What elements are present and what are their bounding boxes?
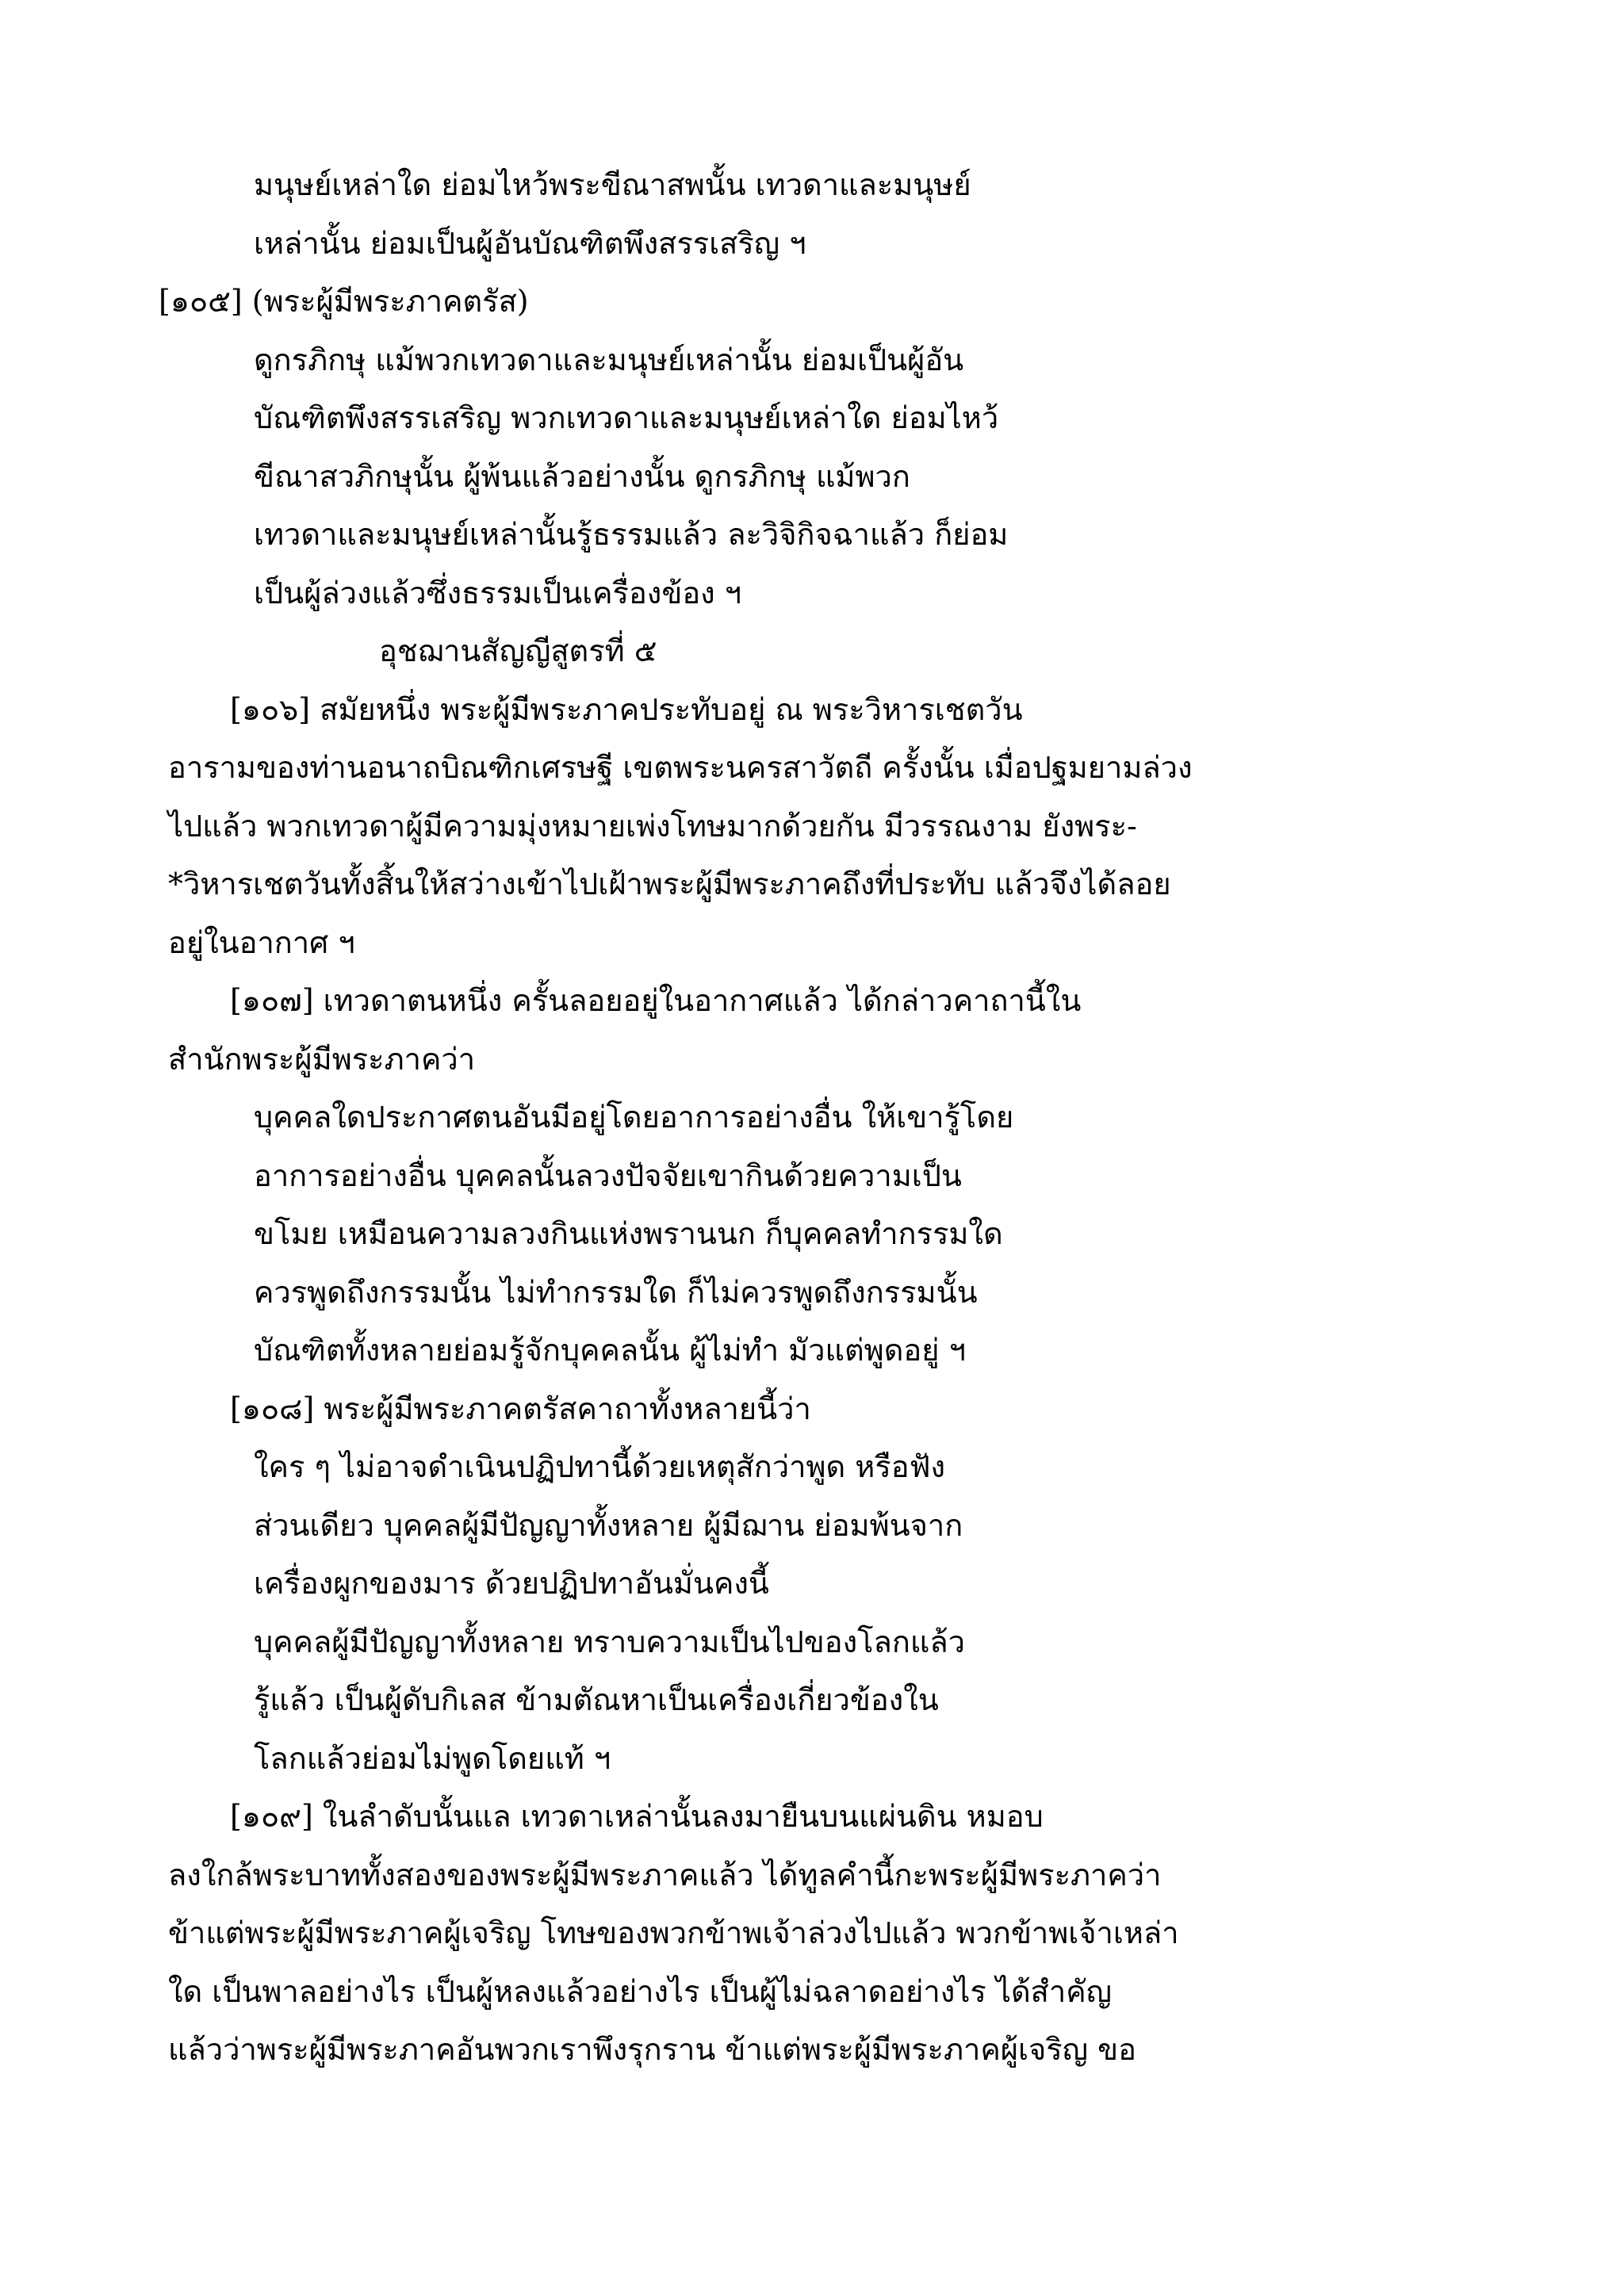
verse-line: บัณฑิตทั้งหลายย่อมรู้จักบุคคลนั้น ผู้ไม่ทำ มัวแต่พูดอยู่ ฯ	[254, 1333, 966, 1368]
verse-line: ส่วนเดียว บุคคลผู้มีปัญญาทั้งหลาย ผู้มีฌาน ย่อมพ้นจาก	[254, 1508, 963, 1543]
verse-line: บัณฑิตพึงสรรเสริญ พวกเทวดาและมนุษย์เหล่าใด ย่อมไหว้	[254, 400, 999, 435]
verse-line: โลกแล้วย่อมไม่พูดโดยแท้ ฯ	[254, 1741, 611, 1776]
verse-line: ขโมย เหมือนความลวงกินแห่งพรานนก ก็บุคคลทำกรรมใด	[254, 1216, 1003, 1251]
paragraph-line: ใด เป็นพาลอย่างไร เป็นผู้หลงแล้วอย่างไร เป็นผู้ไม่ฉลาดอย่างไร ได้สำคัญ	[168, 1974, 1112, 2009]
paragraph-line: ลงใกล้พระบาททั้งสองของพระผู้มีพระภาคแล้ว ได้ทูลคำนี้กะพระผู้มีพระภาคว่า	[168, 1858, 1162, 1892]
paragraph-line: [๑๐๙] ในลำดับนั้นแล เทวดาเหล่านั้นลงมายืนบนแผ่นดิน หมอบ	[230, 1799, 1044, 1834]
paragraph-line: *วิหารเชตวันทั้งสิ้นให้สว่างเข้าไปเฝ้าพระผู้มีพระภาคถึงที่ประทับ แล้วจึงได้ลอย	[168, 867, 1171, 901]
verse-line: ควรพูดถึงกรรมนั้น ไม่ทำกรรมใด ก็ไม่ควรพูดถึงกรรมนั้น	[254, 1275, 978, 1310]
verse-line: เครื่องผูกของมาร ด้วยปฏิปทาอันมั่นคงนี้	[254, 1566, 769, 1601]
verse-line: เหล่านั้น ย่อมเป็นผู้อันบัณฑิตพึงสรรเสริญ ฯ	[254, 226, 806, 261]
paragraph-line: [๑๐๖] สมัยหนึ่ง พระผู้มีพระภาคประทับอยู่ ณ พระวิหารเชตวัน	[230, 692, 1023, 727]
verse-line: เป็นผู้ล่วงแล้วซึ่งธรรมเป็นเครื่องข้อง ฯ	[254, 576, 742, 610]
verse-line: ใคร ๆ ไม่อาจดำเนินปฏิปทานี้ด้วยเหตุสักว่าพูด หรือฟัง	[254, 1449, 946, 1484]
paragraph-line: อยู่ในอากาศ ฯ	[168, 925, 355, 960]
section-heading: [๑๐๕] (พระผู้มีพระภาคตรัส)	[159, 284, 529, 319]
verse-line: อาการอย่างอื่น บุคคลนั้นลวงปัจจัยเขากินด้วยความเป็น	[254, 1158, 962, 1193]
paragraph-line: อารามของท่านอนาถบิณฑิกเศรษฐี เขตพระนครสาวัตถี ครั้งนั้น เมื่อปฐมยามล่วง	[168, 750, 1193, 785]
paragraph-line: [๑๐๗] เทวดาตนหนึ่ง ครั้นลอยอยู่ในอากาศแล้ว ได้กล่าวคาถานี้ใน	[230, 983, 1082, 1018]
paragraph-line: สำนักพระผู้มีพระภาคว่า	[168, 1042, 476, 1077]
verse-line: เทวดาและมนุษย์เหล่านั้นรู้ธรรมแล้ว ละวิจิกิจฉาแล้ว ก็ย่อม	[254, 517, 1009, 552]
paragraph-line: แล้วว่าพระผู้มีพระภาคอันพวกเราพึงรุกราน ข้าแต่พระผู้มีพระภาคผู้เจริญ ขอ	[168, 2032, 1136, 2067]
verse-line: บุคคลผู้มีปัญญาทั้งหลาย ทราบความเป็นไปของโลกแล้ว	[254, 1624, 965, 1659]
sutta-title: อุชฌานสัญญีสูตรที่ ๕	[379, 633, 657, 668]
verse-line: มนุษย์เหล่าใด ย่อมไหว้พระขีณาสพนั้น เทวดาและมนุษย์	[254, 167, 971, 202]
verse-line: รู้แล้ว เป็นผู้ดับกิเลส ข้ามตัณหาเป็นเครื่องเกี่ยวข้องใน	[254, 1682, 939, 1717]
paragraph-line: ไปแล้ว พวกเทวดาผู้มีความมุ่งหมายเพ่งโทษมากด้วยกัน มีวรรณงาม ยังพระ-	[168, 809, 1137, 844]
paragraph-line: [๑๐๘] พระผู้มีพระภาคตรัสคาถาทั้งหลายนี้ว่า	[230, 1391, 811, 1426]
verse-line: ขีณาสวภิกษุนั้น ผู้พ้นแล้วอย่างนั้น ดูกรภิกษุ แม้พวก	[254, 459, 910, 494]
verse-line: บุคคลใดประกาศตนอันมีอยู่โดยอาการอย่างอื่น ให้เขารู้โดย	[254, 1100, 1014, 1135]
paragraph-line: ข้าแต่พระผู้มีพระภาคผู้เจริญ โทษของพวกข้าพเจ้าล่วงไปแล้ว พวกข้าพเจ้าเหล่า	[168, 1915, 1179, 1950]
verse-line: ดูกรภิกษุ แม้พวกเทวดาและมนุษย์เหล่านั้น ย่อมเป็นผู้อัน	[254, 342, 964, 377]
